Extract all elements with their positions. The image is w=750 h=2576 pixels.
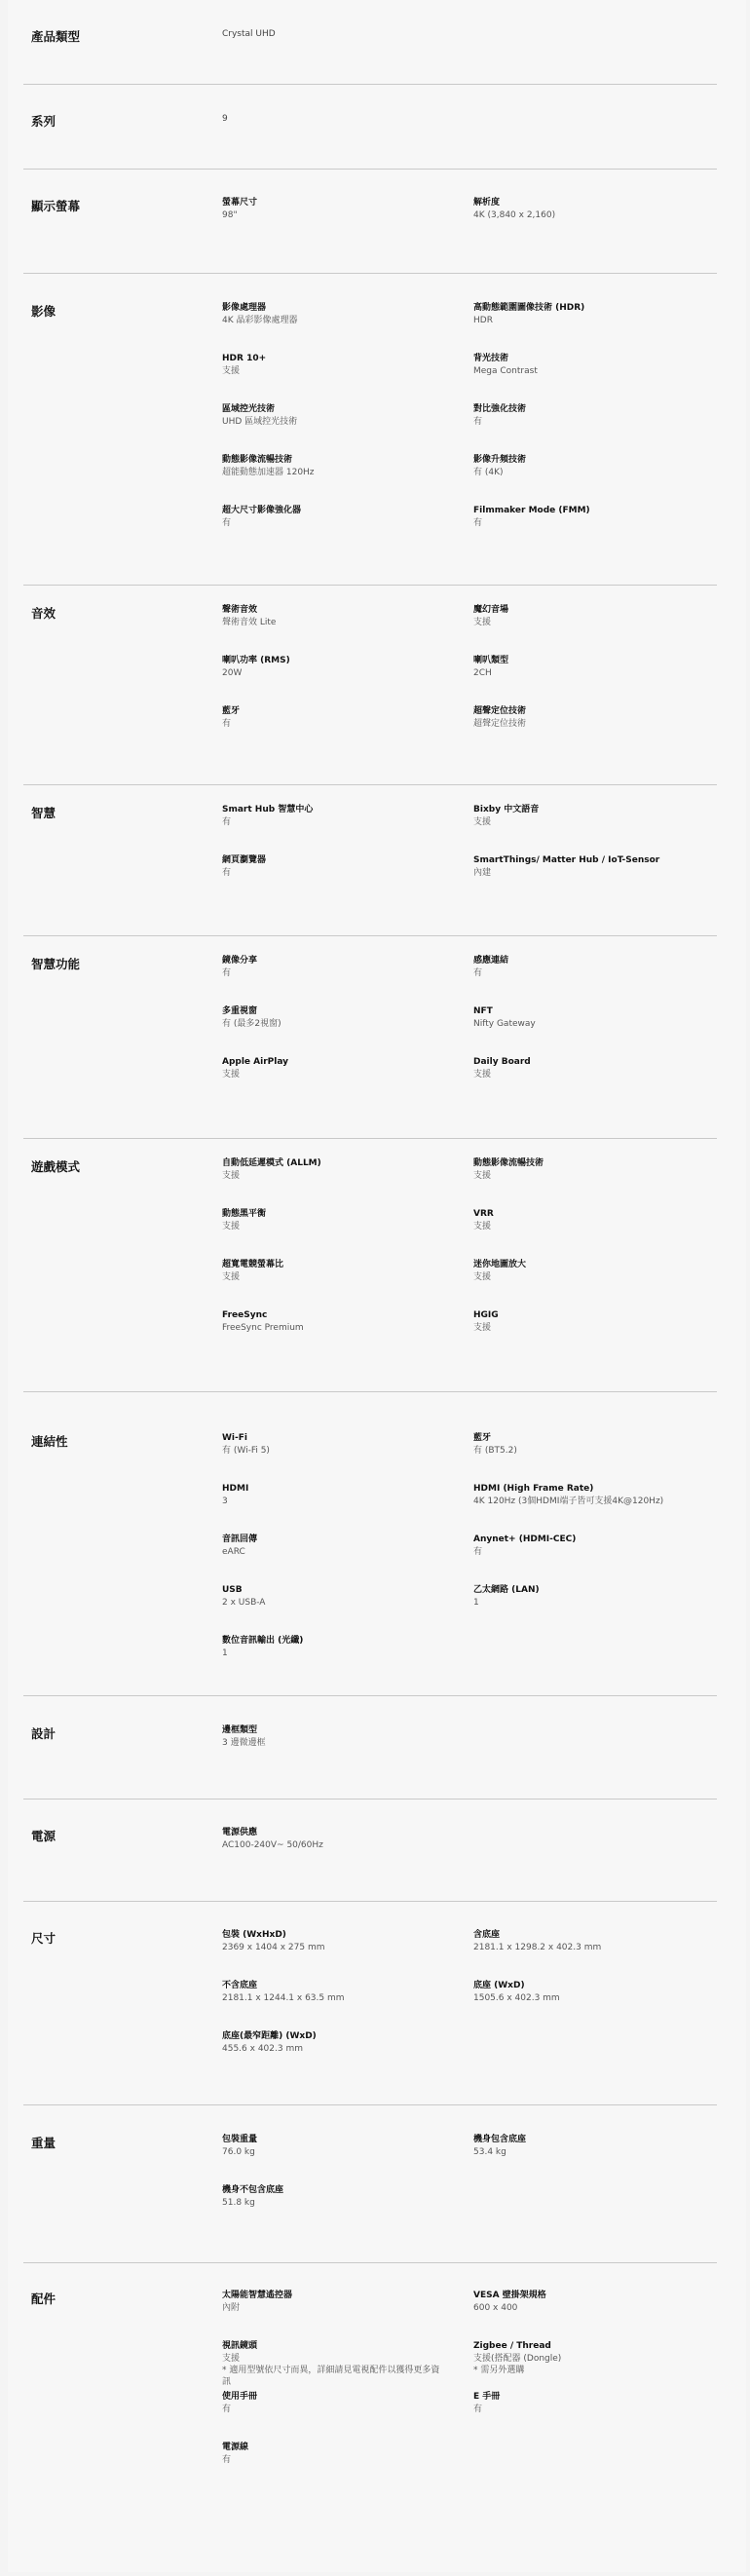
spec-value: [473, 315, 697, 326]
spec-value-line: 有: [473, 1547, 483, 1557]
spec-item: [222, 1005, 446, 1030]
spec-label: 自動低延遲模式 (ALLM): [222, 1158, 321, 1168]
spec-value-line: 內附: [222, 2303, 241, 2313]
spec-item: [222, 1724, 446, 1749]
spec-value: [473, 517, 697, 529]
spec-label: 數位音訊輸出 (光纖): [222, 1636, 304, 1646]
spec-item: [473, 2340, 697, 2376]
spec-value: [473, 967, 697, 979]
spec-item: [222, 2391, 446, 2415]
spec-label: Daily Board: [473, 1057, 531, 1067]
spec-value: [222, 1597, 446, 1609]
spec-item: [222, 804, 446, 828]
spec-label: 高動態範圍圖像技術 (HDR): [473, 303, 585, 313]
spec-label: 背光技術: [473, 354, 509, 363]
spec-value: [222, 1069, 446, 1080]
spec-label: 感應連結: [473, 956, 509, 966]
spec-section: [23, 2134, 717, 2263]
spec-item: [222, 1584, 446, 1609]
spec-value: [222, 1221, 446, 1232]
spec-value: [473, 1992, 697, 2004]
spec-label: 對比強化技術: [473, 404, 527, 414]
spec-value-line: 有: [473, 968, 483, 978]
spec-label: 喇叭類型: [473, 656, 509, 665]
spec-item: [222, 705, 446, 730]
spec-value-line: 2CH: [473, 668, 492, 678]
spec-value-line: 4K 晶彩影像處理器: [222, 316, 298, 325]
spec-value: [222, 617, 446, 628]
spec-label: 超寬電競螢幕比: [222, 1260, 284, 1269]
spec-label: SmartThings/ Matter Hub / IoT-Sensor: [473, 855, 660, 865]
spec-item: [473, 1929, 697, 1953]
spec-label: 藍牙: [222, 706, 241, 716]
spec-value: [222, 867, 446, 879]
spec-item: [473, 353, 697, 377]
spec-label: HGIG: [473, 1310, 499, 1320]
spec-value-line: 有 (4K): [473, 468, 504, 477]
spec-value: [473, 1597, 697, 1609]
spec-value-line: Mega Contrast: [473, 366, 538, 376]
spec-item: [473, 1208, 697, 1232]
spec-label: USB: [222, 1585, 243, 1595]
spec-value-line: 有: [222, 817, 232, 827]
spec-label: 包裝重量: [222, 2135, 258, 2144]
spec-item: [222, 1309, 446, 1334]
spec-value-line: UHD 區域控光技術: [222, 417, 298, 427]
spec-item: [222, 955, 446, 979]
spec-label: Anynet+ (HDMI-CEC): [473, 1534, 577, 1544]
spec-value: [473, 467, 697, 478]
spec-section: [23, 1929, 717, 2105]
spec-value: [473, 2353, 697, 2376]
spec-item: [473, 505, 697, 529]
spec-value: [222, 2454, 446, 2466]
spec-item: [473, 854, 697, 879]
spec-item: [222, 1635, 446, 1659]
spec-item: [222, 505, 446, 529]
spec-section: [23, 1157, 717, 1392]
spec-value-line: 3 邊微邊框: [222, 1738, 266, 1748]
category-title: 連結性: [31, 1434, 68, 1449]
spec-value-line: 支援: [473, 618, 492, 627]
spec-value: [222, 1737, 446, 1749]
spec-item: [473, 1259, 697, 1283]
spec-item: [222, 353, 446, 377]
spec-item: [473, 1056, 697, 1080]
spec-value: [222, 1271, 446, 1283]
spec-item: [222, 454, 446, 478]
spec-value: [473, 1018, 697, 1030]
spec-value: [222, 209, 446, 221]
spec-item: [473, 604, 697, 628]
spec-value: [222, 1992, 446, 2004]
spec-value: [473, 1069, 697, 1080]
spec-value-line: 有: [473, 518, 483, 528]
spec-item: [473, 1157, 697, 1182]
spec-label: 包裝 (WxHxD): [222, 1930, 286, 1940]
spec-value-line: 聲術音效 Lite: [222, 618, 277, 627]
category-title: 尺寸: [31, 1931, 56, 1946]
spec-value-line: 455.6 x 402.3 mm: [222, 2044, 303, 2054]
spec-label: 含底座: [473, 1930, 501, 1940]
spec-item: [473, 1432, 697, 1457]
spec-section: [23, 27, 717, 85]
spec-value: [222, 1839, 446, 1851]
spec-item: [222, 1483, 446, 1507]
spec-label: 迷你地圖放大: [473, 1260, 527, 1269]
spec-value: [473, 2302, 697, 2314]
spec-value-line: 支援: [473, 1222, 492, 1231]
spec-value: [222, 2197, 446, 2209]
spec-item: [473, 655, 697, 679]
spec-label: 視訊鏡頭: [222, 2341, 258, 2351]
spec-label: 魔幻音場: [473, 605, 509, 615]
spec-label: 乙太網路 (LAN): [473, 1585, 540, 1595]
spec-value: [473, 2404, 697, 2415]
spec-value-line: 有: [222, 2405, 232, 2414]
spec-item: [473, 197, 697, 221]
spec-item: [222, 1208, 446, 1232]
spec-label: 底座 (WxD): [473, 1981, 525, 1990]
spec-value-line: 1505.6 x 402.3 mm: [473, 1993, 560, 2003]
category-title: 電源: [31, 1829, 56, 1843]
spec-value: [473, 1496, 697, 1507]
spec-item: [222, 2030, 446, 2055]
spec-value-line: 支援: [473, 1171, 492, 1181]
spec-value-line: 支援: [222, 1222, 241, 1231]
spec-label: 機身包含底座: [473, 2135, 527, 2144]
spec-item: [222, 2184, 446, 2209]
spec-label: 邊框類型: [222, 1725, 258, 1735]
spec-value-line: 有 (Wi-Fi 5): [222, 1446, 270, 1456]
spec-section: [23, 955, 717, 1139]
spec-item: [473, 302, 697, 326]
spec-value: [222, 365, 446, 377]
spec-section: [23, 112, 717, 170]
spec-item: [473, 1309, 697, 1334]
spec-value-line: 1: [473, 1598, 479, 1608]
category-title: 配件: [31, 2292, 56, 2306]
spec-value-line: 有 (最多2視窗): [222, 1019, 281, 1029]
spec-item: [222, 1056, 446, 1080]
spec-value-line: 3: [222, 1496, 228, 1506]
spec-value: [473, 2146, 697, 2158]
category-title: 產品類型: [31, 29, 81, 44]
spec-label: 音訊回傳: [222, 1534, 258, 1544]
spec-label: 不含底座: [222, 1981, 258, 1990]
spec-value: [222, 1648, 446, 1659]
spec-label: Zigbee / Thread: [473, 2341, 551, 2351]
spec-value: [473, 816, 697, 828]
spec-value-line: 98": [222, 210, 238, 220]
spec-item: [222, 1980, 446, 2004]
spec-value-line: 有: [222, 518, 232, 528]
spec-item: [222, 1259, 446, 1283]
category-title: 音效: [31, 606, 56, 621]
spec-label: Bixby 中文語音: [473, 805, 540, 814]
spec-value-line: 有: [222, 968, 232, 978]
spec-value: [473, 416, 697, 428]
spec-label: Wi-Fi: [222, 1433, 247, 1443]
spec-value-line: 有: [222, 719, 232, 729]
spec-value-line: 2 x USB-A: [222, 1598, 266, 1608]
spec-section: [23, 302, 717, 586]
spec-label: VRR: [473, 1209, 494, 1219]
spec-value-line: Nifty Gateway: [473, 1019, 536, 1029]
category-title: 重量: [31, 2136, 56, 2150]
spec-section: [23, 1724, 717, 1799]
spec-value-line: 76.0 kg: [222, 2147, 255, 2157]
spec-item: [222, 302, 446, 326]
spec-value: [222, 2353, 446, 2388]
spec-label: 動態影像流暢技術: [473, 1158, 544, 1168]
category-title: 影像: [31, 304, 56, 319]
spec-value-line: HDR: [473, 316, 493, 325]
spec-value-line: 支援: [473, 1323, 492, 1333]
spec-item: [222, 1827, 446, 1851]
spec-value: [222, 2404, 446, 2415]
spec-item: [473, 1534, 697, 1558]
spec-value: [473, 209, 697, 221]
spec-label: 鏡像分享: [222, 956, 258, 966]
category-value: 9: [222, 114, 228, 124]
spec-label: 電源線: [222, 2443, 249, 2452]
spec-label: Filmmaker Mode (FMM): [473, 506, 590, 515]
spec-label: 動態黑平衡: [222, 1209, 267, 1219]
spec-label: 底座(最窄距離) (WxD): [222, 2031, 317, 2041]
spec-value: [473, 1546, 697, 1558]
spec-value-line: AC100-240V~ 50/60Hz: [222, 1840, 323, 1850]
spec-label: 機身不包含底座: [222, 2185, 284, 2195]
spec-value: [222, 1496, 446, 1507]
spec-value: [222, 1546, 446, 1558]
spec-label: VESA 壁掛架規格: [473, 2291, 546, 2300]
spec-item: [473, 403, 697, 428]
spec-value: [222, 1942, 446, 1953]
spec-value: [222, 517, 446, 529]
spec-item: [473, 705, 697, 730]
spec-value: [473, 1942, 697, 1953]
spec-section: [23, 1432, 717, 1696]
spec-item: [473, 1980, 697, 2004]
spec-value-line: 4K 120Hz (3個HDMI端子皆可支援4K@120Hz): [473, 1496, 664, 1506]
spec-item: [222, 2134, 446, 2158]
category-title: 遊戲模式: [31, 1159, 81, 1174]
spec-value: [473, 617, 697, 628]
spec-section: [23, 804, 717, 936]
spec-value-line: 支援: [222, 1272, 241, 1282]
spec-item: [473, 1483, 697, 1507]
spec-value-line: 支援: [222, 2354, 241, 2364]
spec-item: [222, 604, 446, 628]
spec-item: [222, 655, 446, 679]
spec-value-line: 有 (BT5.2): [473, 1446, 517, 1456]
spec-value-line: 600 x 400: [473, 2303, 518, 2313]
spec-value: [222, 2302, 446, 2314]
spec-item: [222, 2442, 446, 2466]
spec-value: [222, 416, 446, 428]
spec-value-line: 2369 x 1404 x 275 mm: [222, 1943, 325, 1952]
spec-label: FreeSync: [222, 1310, 268, 1320]
spec-value-line: 內建: [473, 868, 492, 878]
spec-value: [473, 1445, 697, 1457]
spec-section: [23, 2290, 717, 2484]
spec-value: [222, 816, 446, 828]
spec-value-line: 有: [473, 2405, 483, 2414]
spec-value: [473, 667, 697, 679]
spec-item: [222, 197, 446, 221]
spec-value: [222, 1322, 446, 1334]
spec-value-line: 訊: [222, 2377, 232, 2387]
spec-item: [473, 2134, 697, 2158]
spec-value: [222, 2146, 446, 2158]
category-title: 設計: [31, 1726, 56, 1741]
spec-label: 多重視窗: [222, 1006, 258, 1016]
spec-value: [222, 1018, 446, 1030]
spec-label: 喇叭功率 (RMS): [222, 656, 290, 665]
spec-value: [473, 718, 697, 730]
spec-value-line: FreeSync Premium: [222, 1323, 304, 1333]
spec-label: Apple AirPlay: [222, 1057, 289, 1067]
spec-label: 螢幕尺寸: [222, 198, 258, 208]
category-title: 顯示螢幕: [31, 199, 81, 213]
spec-value-line: 1: [222, 1648, 228, 1658]
spec-value: [222, 1170, 446, 1182]
spec-value-line: * 需另外選購: [473, 2366, 525, 2375]
spec-label: 太陽能智慧遙控器: [222, 2291, 293, 2300]
spec-item: [222, 1432, 446, 1457]
spec-item: [473, 1584, 697, 1609]
spec-value-line: 支援: [222, 366, 241, 376]
spec-value: [222, 467, 446, 478]
spec-value-line: eARC: [222, 1547, 245, 1557]
spec-item: [222, 854, 446, 879]
spec-label: 超大尺寸影像強化器: [222, 506, 302, 515]
spec-value-line: 超聲定位技術: [473, 719, 527, 729]
spec-item: [222, 1157, 446, 1182]
spec-label: HDMI: [222, 1484, 249, 1494]
spec-value-line: 超能動態加速器 120Hz: [222, 468, 315, 477]
spec-value-line: 支援: [222, 1070, 241, 1080]
spec-item: [473, 454, 697, 478]
spec-value-line: 有: [222, 868, 232, 878]
spec-item: [222, 2340, 446, 2388]
spec-item: [473, 2290, 697, 2314]
spec-value: [222, 2043, 446, 2055]
spec-section: [23, 604, 717, 785]
spec-value-line: 支援: [222, 1171, 241, 1181]
spec-label: NFT: [473, 1006, 493, 1016]
spec-value: [222, 1445, 446, 1457]
spec-value: [473, 1221, 697, 1232]
spec-value: [473, 1322, 697, 1334]
spec-label: 網頁瀏覽器: [222, 855, 267, 865]
spec-value-line: 2181.1 x 1298.2 x 402.3 mm: [473, 1943, 602, 1952]
spec-value: [222, 718, 446, 730]
spec-value: [222, 667, 446, 679]
spec-label: 藍牙: [473, 1433, 492, 1443]
category-value: Crystal UHD: [222, 29, 276, 39]
spec-label: 影像升頻技術: [473, 455, 527, 465]
category-title: 智慧: [31, 806, 56, 820]
spec-value-line: 51.8 kg: [222, 2198, 255, 2208]
spec-label: 影像處理器: [222, 303, 267, 313]
spec-label: 聲術音效: [222, 605, 258, 615]
spec-item: [473, 1005, 697, 1030]
spec-item: [473, 955, 697, 979]
spec-label: 超聲定位技術: [473, 706, 527, 716]
spec-label: HDR 10+: [222, 354, 267, 363]
spec-value: [222, 967, 446, 979]
spec-value-line: 有: [473, 417, 483, 427]
spec-item: [222, 2290, 446, 2314]
spec-label: E 手冊: [473, 2392, 501, 2402]
spec-value-line: 支援: [473, 1272, 492, 1282]
spec-value: [473, 1271, 697, 1283]
spec-value: [473, 1170, 697, 1182]
spec-item: [222, 1534, 446, 1558]
spec-value: [473, 867, 697, 879]
spec-label: 解析度: [473, 198, 501, 208]
spec-label: 動態影像流暢技術: [222, 455, 293, 465]
category-title: 智慧功能: [31, 957, 81, 971]
spec-value-line: 支援(搭配器 (Dongle): [473, 2354, 562, 2364]
spec-label: 電源供應: [222, 1828, 258, 1837]
spec-value-line: 有: [222, 2455, 232, 2465]
spec-value-line: 4K (3,840 x 2,160): [473, 210, 556, 220]
spec-item: [222, 1929, 446, 1953]
spec-value: [222, 315, 446, 326]
spec-section: [23, 1827, 717, 1902]
spec-item: [473, 804, 697, 828]
spec-label: 使用手冊: [222, 2392, 258, 2402]
category-title: 系列: [31, 114, 56, 129]
spec-section: [23, 197, 717, 274]
spec-value-line: 53.4 kg: [473, 2147, 506, 2157]
spec-value-line: 2181.1 x 1244.1 x 63.5 mm: [222, 1993, 345, 2003]
spec-value-line: 支援: [473, 1070, 492, 1080]
spec-value-line: * 適用型號依尺寸而異，詳細請見電視配件以獲得更多資: [222, 2366, 440, 2375]
spec-value: [473, 365, 697, 377]
spec-item: [473, 2391, 697, 2415]
spec-item: [222, 403, 446, 428]
spec-value-line: 20W: [222, 668, 243, 678]
spec-label: HDMI (High Frame Rate): [473, 1484, 594, 1494]
spec-label: Smart Hub 智慧中心: [222, 805, 314, 814]
spec-label: 區域控光技術: [222, 404, 276, 414]
spec-value-line: 支援: [473, 817, 492, 827]
